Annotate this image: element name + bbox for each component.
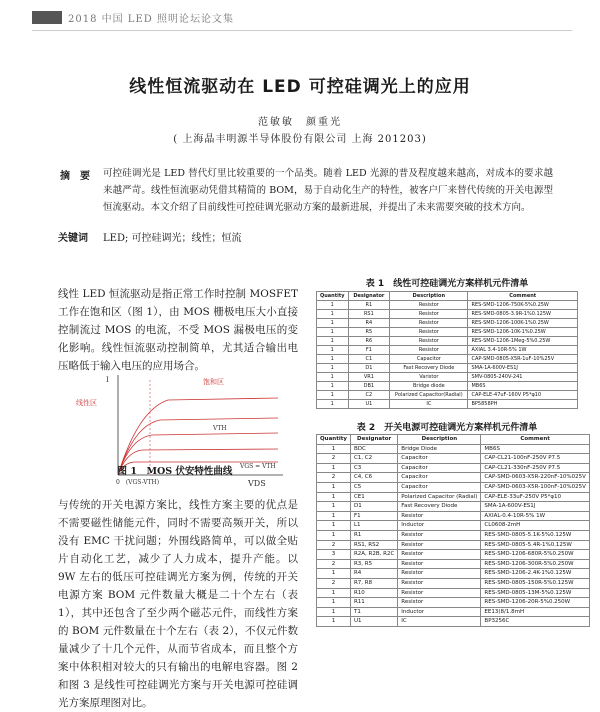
- table-cell: D1: [348, 364, 390, 373]
- table-cell: AXIAL 3.4-10R-5% 1W: [468, 346, 578, 355]
- header-text: 2018 中国 LED 照明论坛论文集: [68, 14, 234, 25]
- paper-title: 线性恒流驱动在 LED 可控硅调光上的应用: [129, 77, 471, 97]
- table-cell: CAP-SMD-0603-X5R-220nF-10%025V: [481, 473, 589, 483]
- table-cell: Bridge Diode: [398, 444, 481, 454]
- table-row: [317, 502, 590, 512]
- table-cell: Resistor: [398, 598, 481, 608]
- table-cell: R6: [348, 337, 390, 346]
- table-cell: 2: [317, 473, 351, 483]
- table-cell: Resistor: [398, 540, 481, 550]
- table-row: [317, 382, 578, 391]
- header-mark: [32, 11, 62, 24]
- body-paragraph-2: 与传统的开关电源方案比，线性方案主要的优点是不需要磁性储能元件，同时不需要高频开关，所以没有 EMC 干扰问题；外围线路简单，可以做全贴片自动化工艺，减少了人力成本，提升产能。以 9W 左右的低压可控硅调光方案为例，传统的开关电源方案 BOM 元件数量大概是二十个左右（表 1），其中还包含了至少两个磁芯元件，而线性方案的 BOM 元件数量在十个左右（表 2），不仅元件数量减少了十几个元件，从而节省成本，而且整个方案中体积相对较大的只有输出的电解电容器。图 2 和图 3 是线性可控硅调光方案与开关电源可控硅调光方案原理图对比。: [58, 499, 298, 709]
- table-cell: Resistor: [398, 559, 481, 569]
- table-cell: 1: [317, 463, 351, 473]
- running-header: [32, 8, 572, 28]
- table-cell: BDC: [350, 444, 397, 454]
- figure-caption: 图 1 MOS 伏安特性曲线: [117, 466, 233, 477]
- table-cell: Resistor: [390, 328, 468, 337]
- table-cell: RES-SMD-0805-3.9R-1%0.125W: [468, 310, 578, 319]
- table2: [316, 434, 590, 627]
- table-row: [317, 617, 590, 627]
- label-vth: VTH: [213, 425, 227, 432]
- table-cell: Capacitor: [398, 463, 481, 473]
- table-cell: C1: [348, 355, 390, 364]
- table-cell: RES-SMD-0805-150R-5%0.125W: [481, 578, 589, 588]
- table-cell: CE1: [350, 492, 397, 502]
- table-cell: 1: [317, 328, 349, 337]
- table-cell: 1: [317, 391, 349, 400]
- table-cell: SMA-1A-600V-ES1J: [468, 364, 578, 373]
- table-cell: SMV-0805-240V-241: [468, 373, 578, 382]
- table-cell: Fast Recovery Diode: [390, 364, 468, 373]
- table-cell: SMA-1A-600V-ES1J: [481, 502, 589, 512]
- table-row: [317, 550, 590, 560]
- table-cell: RES-SMD-1206-1Meg-5%0.25W: [468, 337, 578, 346]
- table-row: [317, 530, 590, 540]
- table-cell: 1: [317, 382, 349, 391]
- table-cell: R7, R8: [350, 578, 397, 588]
- table-cell: 1: [317, 301, 349, 310]
- table-cell: 1: [317, 346, 349, 355]
- table-cell: Inductor: [398, 521, 481, 531]
- table-cell: BP5858PH: [468, 400, 578, 409]
- table-cell: Capacitor: [398, 454, 481, 464]
- table-header-cell: Comment: [468, 292, 578, 301]
- table-cell: BP3256C: [481, 617, 589, 627]
- table-cell: 1: [317, 337, 349, 346]
- table2-caption: 表 2 开关电源可控硅调光方案样机元件清单: [356, 423, 538, 433]
- table-row: [317, 521, 590, 531]
- table-cell: Capacitor: [390, 355, 468, 364]
- table-cell: 1: [317, 310, 349, 319]
- table-cell: 2: [317, 454, 351, 464]
- table-cell: Resistor: [398, 578, 481, 588]
- table-cell: IC: [398, 617, 481, 627]
- table-row: [317, 400, 578, 409]
- table-row: [317, 454, 590, 464]
- table2-header-row: [317, 435, 590, 445]
- table-row: [317, 540, 590, 550]
- table-row: [317, 346, 578, 355]
- table-cell: RES-SMD-1206-2.4K-1%0.125W: [481, 569, 589, 579]
- table1-header-row: [317, 292, 578, 301]
- label-linear: 线性区: [76, 399, 97, 407]
- table-cell: RES-SMD-1206-300R-5%0.250W: [481, 559, 589, 569]
- table-row: [317, 391, 578, 400]
- table-cell: CAP-ELE-33uF-250V P5*φ10: [481, 492, 589, 502]
- table-cell: CL0608-2mH: [481, 521, 589, 531]
- table-cell: 1: [317, 444, 351, 454]
- keywords-text: LED; 可控硅调光；线性；恒流: [103, 233, 242, 244]
- table-cell: R10: [350, 588, 397, 598]
- table-cell: 1: [317, 502, 351, 512]
- table-header-cell: Quantity: [317, 435, 351, 445]
- table-header-cell: Quantity: [317, 292, 349, 301]
- table-row: [317, 319, 578, 328]
- affiliation: ( 上海晶丰明源半导体股份有限公司 上海 201203): [173, 134, 427, 145]
- table-cell: C3: [350, 463, 397, 473]
- table-cell: RES-SMD-1206-20R-5%0.250W: [481, 598, 589, 608]
- table-cell: Polarized Capacitor(Radial): [390, 391, 468, 400]
- table-row: [317, 598, 590, 608]
- table-cell: 1: [317, 400, 349, 409]
- table-row: [317, 482, 590, 492]
- table-cell: RES-SMD-1206-10K-1%0.25W: [468, 328, 578, 337]
- table-cell: RS1, RS2: [350, 540, 397, 550]
- table-row: [317, 310, 578, 319]
- table-cell: MB6S: [468, 382, 578, 391]
- table-cell: R3, R5: [350, 559, 397, 569]
- table-cell: Fast Recovery Diode: [398, 502, 481, 512]
- table-cell: CAP-SMD-0805-X5R-1uF-10%25V: [468, 355, 578, 364]
- table-header-cell: Designator: [348, 292, 390, 301]
- table-cell: CAP-SMD-0603-X5R-100nF-10%025V: [481, 482, 589, 492]
- table-cell: C4, C6: [350, 473, 397, 483]
- table-cell: DB1: [348, 382, 390, 391]
- table-cell: RES-SMD-0805-5.4R-1%0.125W: [481, 540, 589, 550]
- authors: 范敏敏 颜重光: [258, 117, 342, 128]
- table-row: [317, 328, 578, 337]
- abstract-label: 摘 要: [60, 171, 90, 182]
- table-cell: 1: [317, 482, 351, 492]
- table-cell: MB6S: [481, 444, 589, 454]
- table-row: [317, 337, 578, 346]
- table-cell: RES-SMD-0805-13M-5%0.125W: [481, 588, 589, 598]
- table-header-cell: Designator: [350, 435, 397, 445]
- table-cell: C1, C2: [350, 454, 397, 464]
- table-cell: 2: [317, 559, 351, 569]
- table-row: [317, 373, 578, 382]
- table-row: [317, 364, 578, 373]
- table-cell: 2: [317, 578, 351, 588]
- table-cell: 1: [317, 588, 351, 598]
- body-paragraph-1: 线性 LED 恒流驱动是指正常工作时控制 MOSFET 工作在饱和区（图 1），由 MOS 栅极电压大小直接控制流过 MOS 的电流，不受 MOS 漏极电压的变化影响。线性恒流驱动控制简单，尤其适合输出电压略低于输入电压的应用场合。: [58, 288, 298, 372]
- table-header-cell: Description: [398, 435, 481, 445]
- table-cell: 2: [317, 540, 351, 550]
- table-row: [317, 301, 578, 310]
- header-rule: [32, 30, 572, 31]
- table-cell: R5: [348, 328, 390, 337]
- table-cell: Resistor: [390, 310, 468, 319]
- table-cell: U1: [348, 400, 390, 409]
- table-cell: R4: [348, 319, 390, 328]
- table-cell: U1: [350, 617, 397, 627]
- table-cell: Polarized Capacitor (Radial): [398, 492, 481, 502]
- table-cell: 1: [317, 617, 351, 627]
- table-cell: RES-SMD-0805-5.1K-5%0.125W: [481, 530, 589, 540]
- table1: [316, 291, 578, 409]
- table-row: [317, 473, 590, 483]
- table-cell: Resistor: [398, 550, 481, 560]
- label-origin: 0 (VGS-VTH): [116, 479, 160, 486]
- table-cell: Capacitor: [398, 473, 481, 483]
- table-cell: 1: [317, 492, 351, 502]
- table-cell: C5: [350, 482, 397, 492]
- table-cell: 1: [317, 319, 349, 328]
- table-cell: Resistor: [390, 337, 468, 346]
- table-cell: 1: [317, 373, 349, 382]
- table-cell: 1: [317, 569, 351, 579]
- table-cell: R4: [350, 569, 397, 579]
- table-cell: 3: [317, 550, 351, 560]
- table-cell: R11: [350, 598, 397, 608]
- table-cell: T1: [350, 607, 397, 617]
- table-cell: 1: [317, 511, 351, 521]
- table-cell: 1: [317, 521, 351, 531]
- table-cell: R1: [350, 530, 397, 540]
- table-header-cell: Description: [390, 292, 468, 301]
- table-cell: Varistor: [390, 373, 468, 382]
- table-cell: Resistor: [390, 346, 468, 355]
- table-cell: RES-SMD-1206-680R-5%0.250W: [481, 550, 589, 560]
- table-cell: Resistor: [398, 530, 481, 540]
- table-row: [317, 559, 590, 569]
- table-cell: 1: [317, 607, 351, 617]
- table-cell: F1: [350, 511, 397, 521]
- table-row: [317, 588, 590, 598]
- table-row: [317, 578, 590, 588]
- table-row: [317, 569, 590, 579]
- table-cell: D1: [350, 502, 397, 512]
- label-vds: VDS: [248, 479, 266, 488]
- table-cell: L1: [350, 521, 397, 531]
- table-cell: R2A, R2B, R2C: [350, 550, 397, 560]
- label-vgs: VGS = VTH: [240, 463, 276, 470]
- table-cell: 1: [317, 364, 349, 373]
- label-ids: I: [106, 376, 109, 384]
- keywords-label: 关键词: [58, 233, 88, 244]
- table-cell: C2: [348, 391, 390, 400]
- table-cell: RES-SMD-1206-750K-5%0.25W: [468, 301, 578, 310]
- table-cell: CAP-CL21-330nF-250V P7.5: [481, 463, 589, 473]
- table-cell: 1: [317, 355, 349, 364]
- table2-body: [317, 444, 590, 626]
- table-row: [317, 463, 590, 473]
- table1-body: [317, 301, 578, 409]
- table-cell: CAP-ELE-47uF-160V P5*φ10: [468, 391, 578, 400]
- table-cell: Bridge diode: [390, 382, 468, 391]
- table-cell: R1: [348, 301, 390, 310]
- table-cell: Inductor: [398, 607, 481, 617]
- table-cell: 1: [317, 598, 351, 608]
- abstract-text: 可控硅调光是 LED 替代灯里比较重要的一个品类。随着 LED 光源的普及程度越来越高，对成本的要求越来越严苛。线性恒流驱动凭借其精简的 BOM，易于自动化生产的特性，被客户厂来替代传统的开关电源型恒流驱动。本文介绍了目前线性可控硅调光驱动方案的最新进展，并提出了未来需要突破的技术方向。: [103, 168, 553, 213]
- table-cell: Resistor: [390, 319, 468, 328]
- table-cell: CAP-CL21-100nF-250V P7.5: [481, 454, 589, 464]
- table-row: [317, 444, 590, 454]
- table-cell: Resistor: [398, 511, 481, 521]
- table-row: [317, 355, 578, 364]
- table-cell: Resistor: [398, 588, 481, 598]
- table-header-cell: Comment: [481, 435, 589, 445]
- table-cell: Resistor: [398, 569, 481, 579]
- table-cell: F1: [348, 346, 390, 355]
- label-saturation: 饱和区: [203, 378, 224, 386]
- table1-caption: 表 1 线性可控硅调光方案样机元件清单: [365, 279, 529, 289]
- table-cell: RS1: [348, 310, 390, 319]
- table-row: [317, 607, 590, 617]
- table-cell: Resistor: [390, 301, 468, 310]
- table-cell: 1: [317, 530, 351, 540]
- table-cell: Capacitor: [398, 482, 481, 492]
- table-cell: IC: [390, 400, 468, 409]
- table-row: [317, 511, 590, 521]
- table-row: [317, 492, 590, 502]
- table-cell: AXIAL-0.4-10R-5% 1W: [481, 511, 589, 521]
- table-cell: VR1: [348, 373, 390, 382]
- table-cell: RES-SMD-1206-100K-1%0.25W: [468, 319, 578, 328]
- table-cell: EE13(8/1.8mH: [481, 607, 589, 617]
